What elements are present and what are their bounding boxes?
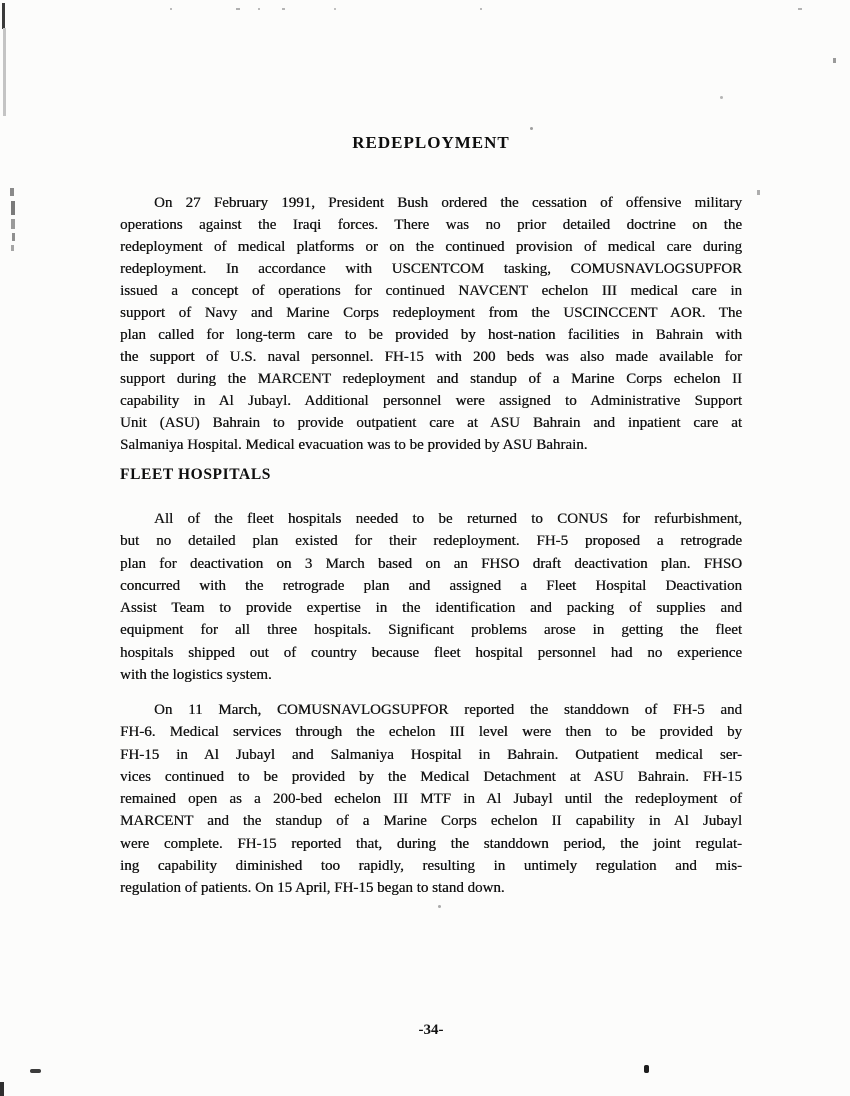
scan-artifact-left-edge-line <box>2 3 5 29</box>
text-line: On 27 February 1991, President Bush ordered the cessation of offensive military <box>154 195 742 211</box>
text-line: MARCENT and the standup of a Marine Corps echelon II capability in Al Jubayl <box>120 813 742 830</box>
scan-artifact-speck <box>720 96 723 99</box>
text-line: concurred with the retrograde plan and assigned a Fleet Hospital Deactivation <box>120 577 742 594</box>
scan-artifact-speck <box>282 8 285 10</box>
text-line: with the logistics system. <box>120 667 272 684</box>
text-line: On 11 March, COMUSNAVLOGSUPFOR reported the standdown of FH-5 and <box>154 702 742 718</box>
scan-artifact-speck <box>480 8 482 10</box>
text-line: equipment for all three hospitals. Significant problems arose in getting the fleet <box>120 622 742 639</box>
paragraph-fleet-hospitals-1 <box>120 508 742 686</box>
text-line: ing capability diminished too rapidly, resulting in untimely regulation and mis- <box>120 858 742 875</box>
text-line: support of Navy and Marine Corps redeployment from the USCINCCENT AOR. The <box>120 305 742 321</box>
text-line: operations against the Iraqi forces. There was no prior detailed doctrine on the <box>120 217 742 233</box>
scan-artifact-bottom-left-dash <box>30 1069 41 1073</box>
text-line: All of the fleet hospitals needed to be returned to CONUS for refurbishment, <box>154 511 742 527</box>
scan-artifact-speck <box>334 8 336 10</box>
text-line: regulation of patients. On 15 April, FH-15 began to stand down. <box>120 880 505 897</box>
text-line: plan for deactivation on 3 March based on an FHSO draft deactivation plan. FHSO <box>120 555 742 572</box>
paragraph-redeployment-intro <box>120 192 742 456</box>
text-line: hospitals shipped out of country because fleet hospital personnel had no experience <box>120 644 742 661</box>
text-line: redeployment of medical platforms or on the continued provision of medical care during <box>120 239 742 255</box>
scan-artifact-bottom-speck <box>644 1065 649 1073</box>
paragraph-fleet-hospitals-2 <box>120 699 742 900</box>
scan-artifact-left-dash <box>11 201 15 215</box>
scan-artifact-left-dash <box>10 188 14 196</box>
text-line: Salmaniya Hospital. Medical evacuation was to be provided by ASU Bahrain. <box>120 437 588 453</box>
text-line: plan called for long-term care to be provided by host-nation facilities in Bahrain with <box>120 327 742 343</box>
scan-artifact-speck <box>798 8 802 10</box>
section-heading-fleet-hospitals: FLEET HOSPITALS <box>120 466 271 483</box>
page-title: REDEPLOYMENT <box>352 133 510 152</box>
text-line: the support of U.S. naval personnel. FH-15 with 200 beds was also made available for <box>120 349 742 365</box>
scan-artifact-speck <box>530 127 533 130</box>
scan-artifact-speck <box>833 58 836 63</box>
scan-artifact-speck <box>438 905 441 908</box>
text-line: capability in Al Jubayl. Additional personnel were assigned to Administrative Support <box>120 393 742 409</box>
text-line: Unit (ASU) Bahrain to provide outpatient care at ASU Bahrain and inpatient care at <box>120 415 742 431</box>
scan-artifact-bottom-left-corner <box>0 1082 4 1096</box>
scan-artifact-speck <box>170 8 172 10</box>
scan-artifact-left-dash <box>11 245 14 251</box>
text-line: vices continued to be provided by the Medical Detachment at ASU Bahrain. FH-15 <box>120 768 742 785</box>
scan-artifact-speck <box>757 190 760 195</box>
text-line: FH-6. Medical services through the echelon III level were then to be provided by <box>120 724 742 741</box>
text-line: support during the MARCENT redeployment and standup of a Marine Corps echelon II <box>120 371 742 387</box>
text-line: FH-15 in Al Jubayl and Salmaniya Hospital in Bahrain. Outpatient medical ser- <box>120 746 742 763</box>
text-line: were complete. FH-15 reported that, during the standdown period, the joint regulat- <box>120 835 742 852</box>
scan-artifact-speck <box>236 8 240 10</box>
scan-artifact-left-edge-fade <box>3 28 6 116</box>
text-line: issued a concept of operations for continued NAVCENT echelon III medical care in <box>120 283 742 299</box>
text-line: but no detailed plan existed for their redeployment. FH-5 proposed a retrograde <box>120 533 742 550</box>
text-line: remained open as a 200-bed echelon III MTF in Al Jubayl until the redeployment of <box>120 791 742 808</box>
text-line: redeployment. In accordance with USCENTCOM tasking, COMUSNAVLOGSUPFOR <box>120 261 742 277</box>
page-number: -34- <box>418 1022 444 1038</box>
scan-artifact-speck <box>258 8 260 10</box>
text-line: Assist Team to provide expertise in the identification and packing of supplies and <box>120 600 742 617</box>
scan-artifact-left-dash <box>12 233 15 241</box>
scan-artifact-left-dash <box>11 219 15 229</box>
